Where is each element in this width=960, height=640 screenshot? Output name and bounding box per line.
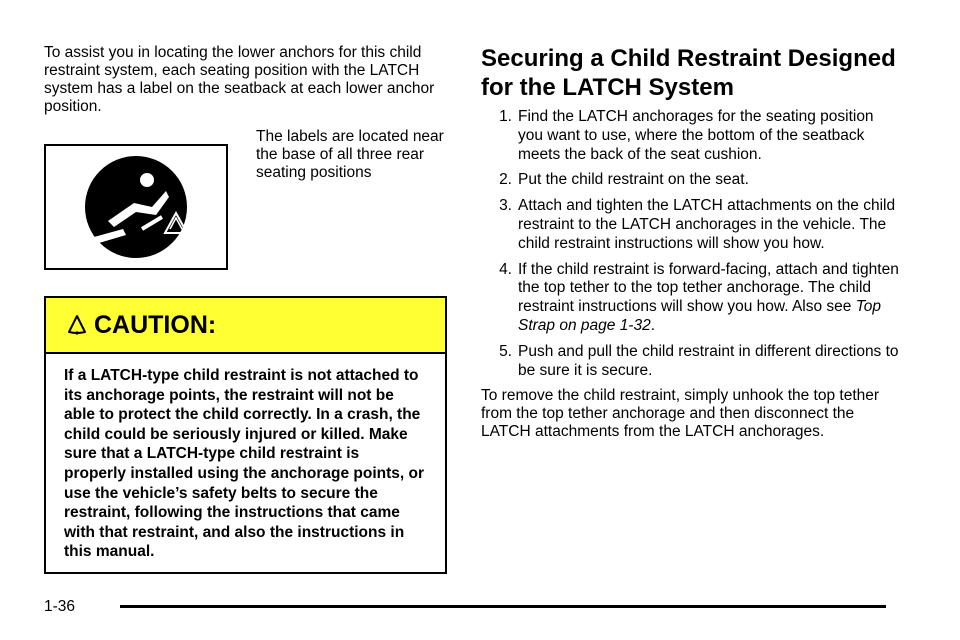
step-number: 4. <box>499 260 512 278</box>
step-number: 2. <box>499 171 512 189</box>
step-text: If the child restraint is forward-facing, attach and tighten the top tether to the top tether anchorage. The child restraint instructions will show you how. Also see <box>518 260 899 316</box>
latch-label-image-frame <box>44 144 228 270</box>
step-number: 1. <box>499 108 512 125</box>
intro-paragraph: To assist you in locating the lower anchors for this child restraint system, each seating position with the LATCH system has a label on the seatback at each lower anchor position. <box>44 44 435 115</box>
step-text: Find the LATCH anchorages for the seating position you want to use, where the bottom of the seatback meets the back of the seat cushion. <box>518 108 874 163</box>
step-item <box>481 171 901 190</box>
step-item <box>481 108 901 164</box>
caution-box <box>44 296 447 574</box>
step-text: Push and pull the child restraint in different directions to be sure it is secure. <box>518 342 899 379</box>
latch-label-figure <box>44 128 448 268</box>
cross-reference-link[interactable]: Top Strap on page 1-32 <box>518 298 882 334</box>
step-text: Attach and tighten the LATCH attachments on the child restraint to the LATCH anchorages in the vehicle. The child restraint instructions will show you how. <box>518 197 896 252</box>
page-number: 1-36 <box>44 598 76 615</box>
footer-rule <box>120 605 886 608</box>
section-heading: Securing a Child Restraint Designed for the LATCH System <box>481 45 896 101</box>
figure-caption: The labels are located near the base of all three rear seating positions <box>256 128 444 181</box>
step-number: 5. <box>499 342 512 360</box>
latch-child-seat-symbol-icon <box>66 151 206 263</box>
left-column <box>44 44 448 268</box>
page-footer <box>44 598 886 618</box>
caution-icon <box>66 313 88 337</box>
step-item <box>481 197 901 253</box>
caution-title: CAUTION: <box>94 310 217 339</box>
caution-text: If a LATCH-type child restraint is not attached to its anchorage points, the restraint will not be able to protect the child correctly. In a crash, the child could be seriously injured or killed. Make sure that a LATCH-type child restraint is properly installed using the anchorage points, or use the vehicle’s safety belts to secure the restraint, following the instructions that came with that restraint, and also the instructions in this manual. <box>64 367 424 561</box>
steps-list <box>481 108 901 380</box>
closing-paragraph: To remove the child restraint, simply unhook the top tether from the top tether anchorage and then disconnect the LATCH attachments from the LATCH anchorages. <box>481 387 880 441</box>
step-text-end: . <box>650 316 656 334</box>
right-column <box>481 44 901 441</box>
caution-header <box>46 298 445 354</box>
step-item <box>481 261 901 336</box>
step-number: 3. <box>499 197 512 215</box>
step-item <box>481 343 901 381</box>
step-text-group <box>518 261 901 336</box>
step-text: Put the child restraint on the seat. <box>518 171 749 189</box>
